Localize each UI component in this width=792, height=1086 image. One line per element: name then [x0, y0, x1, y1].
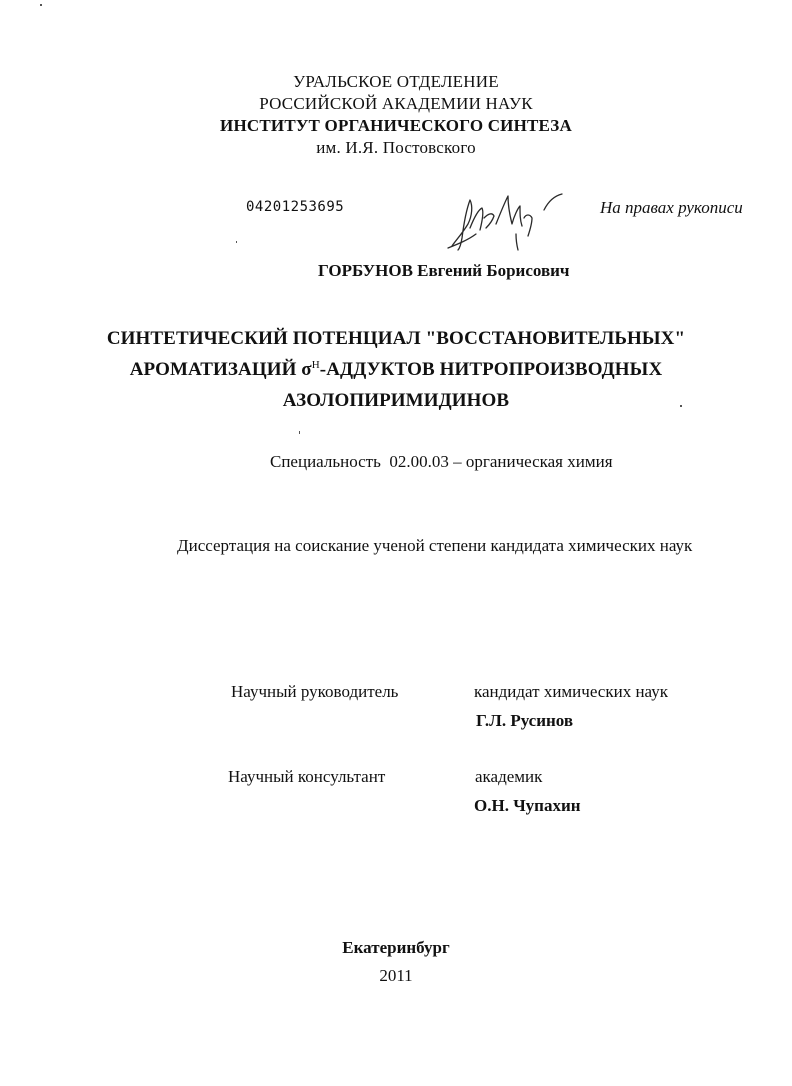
supervisor-label: Научный руководитель — [231, 682, 399, 701]
header-line-2: РОССИЙСКОЙ АКАДЕМИИ НАУК — [259, 94, 533, 113]
title-superscript: Н — [311, 359, 320, 371]
consultant-name: О.Н. Чупахин — [474, 796, 581, 815]
scan-speck — [299, 431, 300, 434]
signature-image — [440, 188, 570, 254]
header-line-1: УРАЛЬСКОЕ ОТДЕЛЕНИЕ — [293, 72, 499, 91]
city: Екатеринбург — [342, 938, 450, 957]
institute-name: ИНСТИТУТ ОРГАНИЧЕСКОГО СИНТЕЗА — [220, 116, 572, 135]
title-line-3: АЗОЛОПИРИМИДИНОВ — [282, 390, 510, 411]
supervisor-name: Г.Л. Русинов — [476, 711, 574, 730]
consultant-label: Научный консультант — [228, 767, 386, 786]
title-line-1: СИНТЕТИЧЕСКИЙ ПОТЕНЦИАЛ "ВОССТАНОВИТЕЛЬНЫХ" — [106, 328, 686, 349]
scan-speck — [40, 4, 42, 6]
specialty: Специальность 02.00.03 – органическая химия — [270, 452, 613, 471]
institute-dedication: им. И.Я. Постовского — [316, 138, 476, 157]
title-line-2-end: -АДДУКТОВ НИТРОПРОИЗВОДНЫХ — [319, 359, 663, 380]
year: 2011 — [379, 966, 413, 985]
scan-speck — [236, 241, 237, 243]
title-line-2 — [0, 359, 792, 381]
supervisor-degree: кандидат химических наук — [474, 682, 668, 701]
catalog-number: 04201253695 — [246, 199, 345, 215]
title-line-2-start: АРОМАТИЗАЦИЙ σ — [129, 359, 312, 380]
dissertation-statement: Диссертация на соискание ученой степени кандидата химических наук — [177, 536, 693, 555]
scan-speck — [680, 405, 682, 407]
author-name: ГОРБУНОВ Евгений Борисович — [318, 261, 570, 280]
consultant-degree: академик — [475, 767, 543, 786]
rights-note: На правах рукописи — [600, 198, 743, 217]
